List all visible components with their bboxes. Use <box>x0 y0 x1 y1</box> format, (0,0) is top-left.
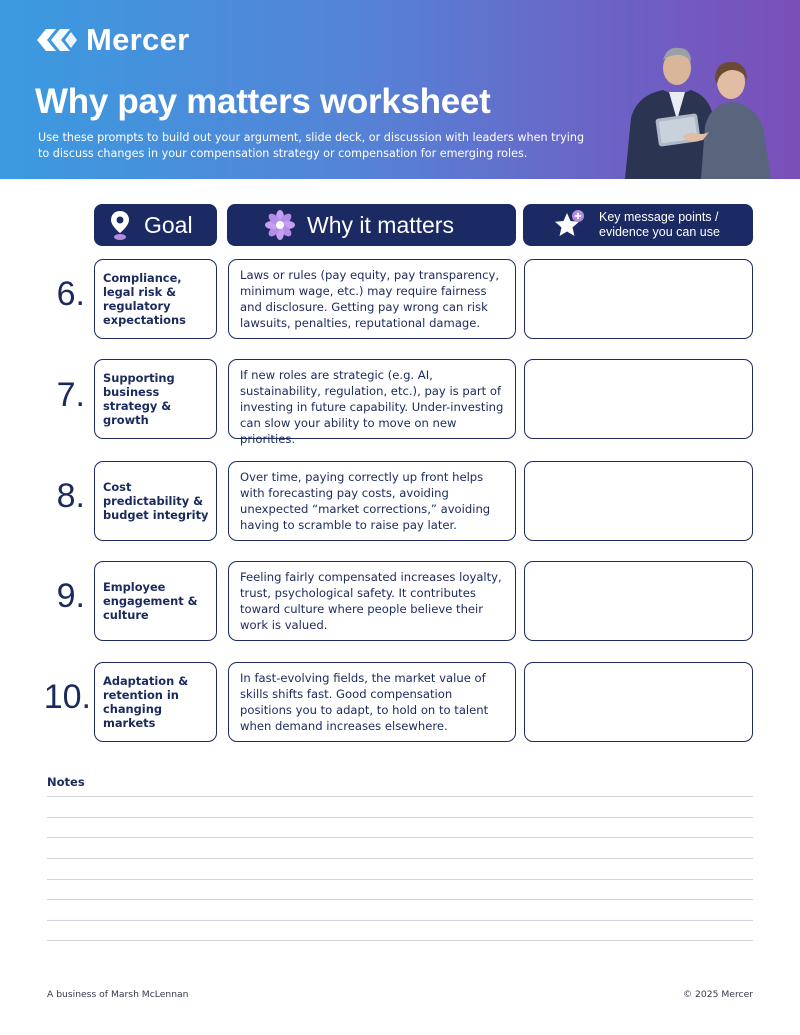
goal-text: Supporting business strategy & growth <box>103 371 175 427</box>
why-cell <box>228 561 516 641</box>
note-line <box>47 817 753 818</box>
goal-cell <box>94 461 217 541</box>
mercer-mark-icon <box>34 26 80 54</box>
why-cell <box>228 259 516 339</box>
goal-cell <box>94 359 217 439</box>
why-text: Laws or rules (pay equity, pay transparency, minimum wage, etc.) may require fairness and disclosure. Getting pay wrong can risk lawsuits, penalties, reputational damage. <box>240 268 500 330</box>
footer-business-line: A business of Marsh McLennan <box>47 989 189 1000</box>
why-cell <box>228 662 516 742</box>
why-column-header <box>227 204 516 246</box>
footer-copyright: © 2025 Mercer <box>682 989 753 1000</box>
people-with-tablet-photo <box>605 40 800 179</box>
row-number: 6. <box>56 275 85 313</box>
header-banner <box>0 0 800 179</box>
key-message-input[interactable] <box>524 662 753 742</box>
intro-text: Use these prompts to build out your argument, slide deck, or discussion with leaders when trying to discuss changes in your compensation strategy or compensation for emerging roles. <box>38 131 585 160</box>
notes-label: Notes <box>47 775 85 789</box>
row-number: 9. <box>56 577 85 615</box>
key-message-column-header <box>523 204 753 246</box>
note-line <box>47 899 753 900</box>
goal-cell <box>94 662 217 742</box>
page-title: Why pay matters worksheet <box>35 82 491 121</box>
goal-text: Adaptation & retention in changing markets <box>103 674 189 730</box>
goal-column-label: Goal <box>144 211 193 238</box>
note-line <box>47 940 753 941</box>
goal-column-header <box>94 204 217 246</box>
row-number: 7. <box>56 376 85 414</box>
key-message-input[interactable] <box>524 561 753 641</box>
why-text: In fast-evolving fields, the market value of skills shifts fast. Good compensation positions you to adapt, to hold on to talent when demand increases elsewhere. <box>240 671 489 733</box>
flower-icon <box>265 210 295 240</box>
notes-area[interactable] <box>47 792 753 944</box>
why-text: Over time, paying correctly up front helps with forecasting pay costs, avoiding unexpected “market corrections,” avoiding having to scramble to raise pay later. <box>240 470 491 532</box>
note-line <box>47 837 753 838</box>
key-message-input[interactable] <box>524 259 753 339</box>
row-number: 10. <box>43 678 91 716</box>
note-line <box>47 858 753 859</box>
why-cell <box>228 359 516 446</box>
note-line <box>47 920 753 921</box>
why-cell <box>228 461 516 541</box>
note-line <box>47 879 753 880</box>
row-number: 8. <box>56 477 85 515</box>
key-message-input[interactable] <box>524 359 753 439</box>
why-text: Feeling fairly compensated increases loyalty, trust, psychological safety. It contributes toward culture where people believe their work is valued. <box>240 570 502 632</box>
star-icon <box>553 209 585 241</box>
key-message-label-line1: Key message points / <box>599 210 719 224</box>
key-message-input[interactable] <box>524 461 753 541</box>
why-column-label: Why it matters <box>307 211 454 238</box>
goal-cell <box>94 561 217 641</box>
note-line <box>47 796 753 797</box>
logo-text: Mercer <box>86 22 190 57</box>
goal-cell <box>94 259 217 339</box>
key-message-label-line2: evidence you can use <box>599 225 720 239</box>
why-text: If new roles are strategic (e.g. AI, sustainability, regulation, etc.), pay is part of investing in future capability. Under-investing can slow your ability to move on new priorities. <box>240 368 504 446</box>
map-pin-icon <box>108 209 132 241</box>
mercer-logo <box>34 22 189 58</box>
goal-text: Compliance, legal risk & regulatory expectations <box>103 271 186 327</box>
goal-text: Employee engagement & culture <box>103 580 198 622</box>
goal-text: Cost predictability & budget integrity <box>103 480 209 522</box>
